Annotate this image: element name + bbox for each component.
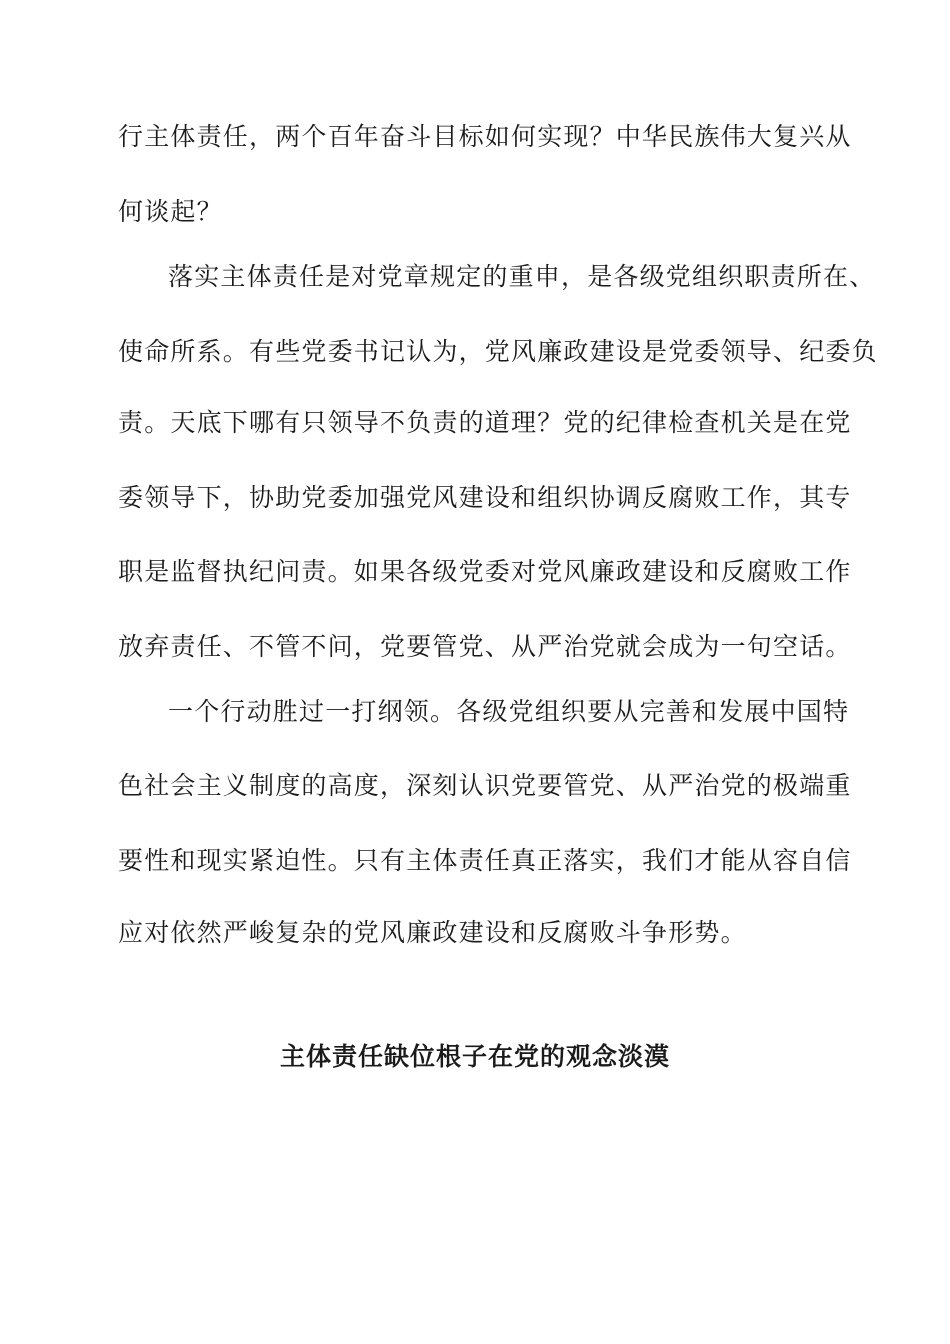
paragraph-line: 放弃责任、不管不问，党要管党、从严治党就会成为一句空话。	[118, 632, 852, 661]
paragraph-line: 行主体责任，两个百年奋斗目标如何实现？中华民族伟大复兴从	[118, 122, 852, 151]
paragraph-line: 一个行动胜过一打纲领。各级党组织要从完善和发展中国特	[168, 697, 850, 726]
section-heading: 主体责任缺位根子在党的观念淡漠	[279, 1042, 670, 1071]
paragraph-line: 色社会主义制度的高度，深刻认识党要管党、从严治党的极端重	[118, 771, 852, 800]
paragraph-line: 责。天底下哪有只领导不负责的道理？党的纪律检查机关是在党	[118, 408, 852, 437]
paragraph-line: 要性和现实紧迫性。只有主体责任真正落实，我们才能从容自信	[118, 846, 852, 875]
paragraph-line: 应对依然严峻复杂的党风廉政建设和反腐败斗争形势。	[118, 918, 747, 947]
paragraph-line: 职是监督执纪问责。如果各级党委对党风廉政建设和反腐败工作	[118, 557, 852, 586]
paragraph-line: 何谈起？	[118, 197, 223, 226]
paragraph-line: 落实主体责任是对党章规定的重申，是各级党组织职责所在、	[168, 262, 876, 291]
paragraph-line: 委领导下，协助党委加强党风建设和组织协调反腐败工作，其专	[118, 483, 852, 512]
paragraph-line: 使命所系。有些党委书记认为，党风廉政建设是党委领导、纪委负	[118, 337, 878, 366]
